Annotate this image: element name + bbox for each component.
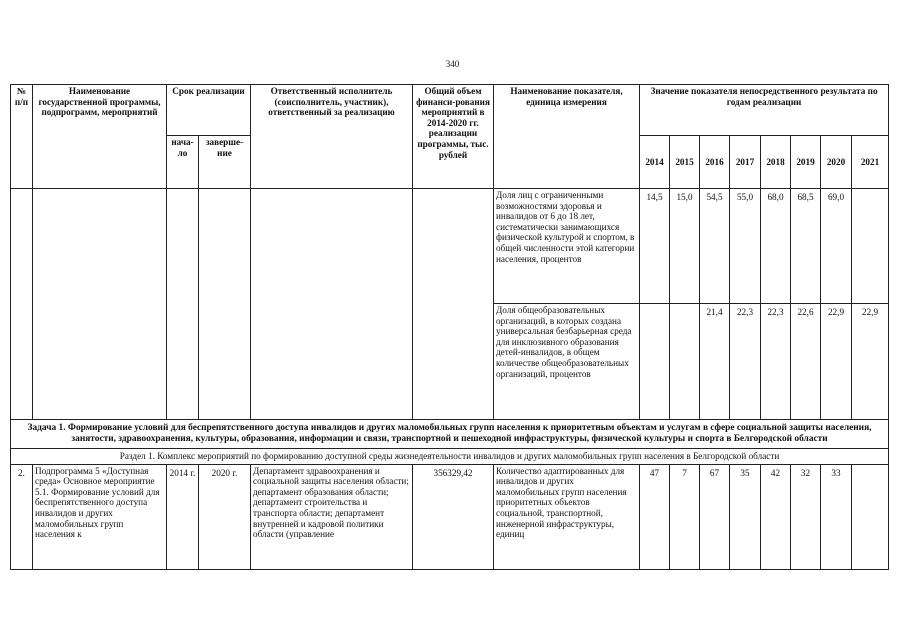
- indicator-value: [640, 304, 670, 420]
- indicator-value: 22,3: [730, 304, 761, 420]
- indicator-value: 14,5: [640, 189, 670, 304]
- program-table: [10, 84, 889, 570]
- program-name: Подпрограмма 5 «Доступная среда» Основное мероприятие 5.1. Формирование условий для беспрепятственного доступа инвалидов и других маломобильных групп населения к: [33, 464, 167, 569]
- section-heading: Раздел 1. Комплекс мероприятий по формированию доступной среды жизнедеятельности инвалидов и других маломобильных групп населения в Белгородской области: [11, 449, 889, 465]
- indicator-value: 32: [791, 464, 821, 569]
- indicator-value: [852, 189, 889, 304]
- indicator-value: 7: [670, 464, 700, 569]
- year-2020: 2020: [821, 136, 852, 189]
- header-term: Срок реализации: [167, 85, 251, 136]
- year-2021: 2021: [852, 136, 889, 189]
- indicator-value: 22,6: [791, 304, 821, 420]
- executor: Департамент здравоохранения и социальной защиты населения области; департамент образования области; департамент строительства и транспорта области; департамент внутренней и кадровой политики области (управление: [251, 464, 413, 569]
- header-indicator: Наименование показателя, единица измерения: [494, 85, 640, 189]
- task-row: [11, 420, 889, 449]
- header-name: Наименование государственной программы, подпрограмм, мероприятий: [33, 85, 167, 189]
- year-2017: 2017: [730, 136, 761, 189]
- indicator-value: 15,0: [670, 189, 700, 304]
- table-row: [11, 189, 889, 304]
- indicator-value: 68,0: [761, 189, 791, 304]
- indicator-value: [852, 464, 889, 569]
- end-year: 2020 г.: [199, 464, 251, 569]
- indicator-value: 35: [730, 464, 761, 569]
- indicator-value: 42: [761, 464, 791, 569]
- year-2015: 2015: [670, 136, 700, 189]
- year-2014: 2014: [640, 136, 670, 189]
- indicator-value: 54,5: [700, 189, 730, 304]
- indicator-value: [670, 304, 700, 420]
- indicator-value: 22,9: [821, 304, 852, 420]
- header-values: Значение показателя непосредственного результата по годам реализации: [640, 85, 889, 136]
- indicator-value: 55,0: [730, 189, 761, 304]
- indicator-value: 47: [640, 464, 670, 569]
- indicator-value: 33: [821, 464, 852, 569]
- header-volume: Общий объем финанси-рования мероприятий в 2014-2020 гг. реализации программы, тыс. рублей: [413, 85, 494, 189]
- indicator-value: 21,4: [700, 304, 730, 420]
- header-end: заверше-ние: [199, 136, 251, 189]
- indicator-value: 22,9: [852, 304, 889, 420]
- indicator-value: 68,5: [791, 189, 821, 304]
- task-heading: Задача 1. Формирование условий для беспрепятственного доступа инвалидов и других маломобильных групп населения к приоритетным объектам и услугам в сфере социальной защиты населения, занятости, здравоохранения, культуры, образования, информации и связи, транспортной и пешеходной инфраструктуры, физической культуры и спорта в Белгородской области: [11, 420, 889, 449]
- start-year: 2014 г.: [167, 464, 199, 569]
- header-start: нача-ло: [167, 136, 199, 189]
- year-2018: 2018: [761, 136, 791, 189]
- page-number: 340: [445, 59, 460, 69]
- indicator-value: 22,3: [761, 304, 791, 420]
- indicator-name: Доля лиц с ограниченными возможностями здоровья и инвалидов от 6 до 18 лет, систематически занимающихся физической культурой и спортом, в общей численности этой категории населения, процентов: [494, 189, 640, 304]
- header-executor: Ответственный исполнитель (соисполнитель, участник), ответственный за реализацию: [251, 85, 413, 189]
- indicator-value: 67: [700, 464, 730, 569]
- indicator-name: Доля общеобразовательных организаций, в которых создана универсальная безбарьерная среда для инклюзивного образования детей-инвалидов, в общем количестве общеобразовательных организаций, процентов: [494, 304, 640, 420]
- section-row: [11, 449, 889, 465]
- row-number: 2.: [11, 464, 33, 569]
- funding-volume: 356329,42: [413, 464, 494, 569]
- year-2016: 2016: [700, 136, 730, 189]
- header-num: № п/п: [11, 85, 33, 189]
- indicator-name: Количество адаптированных для инвалидов и других маломобильных групп населения приоритетных объектов социальной, транспортной, инженерной инфраструктуры, единиц: [494, 464, 640, 569]
- table-row: [11, 464, 889, 569]
- year-2019: 2019: [791, 136, 821, 189]
- header-row: [11, 85, 889, 136]
- indicator-value: 69,0: [821, 189, 852, 304]
